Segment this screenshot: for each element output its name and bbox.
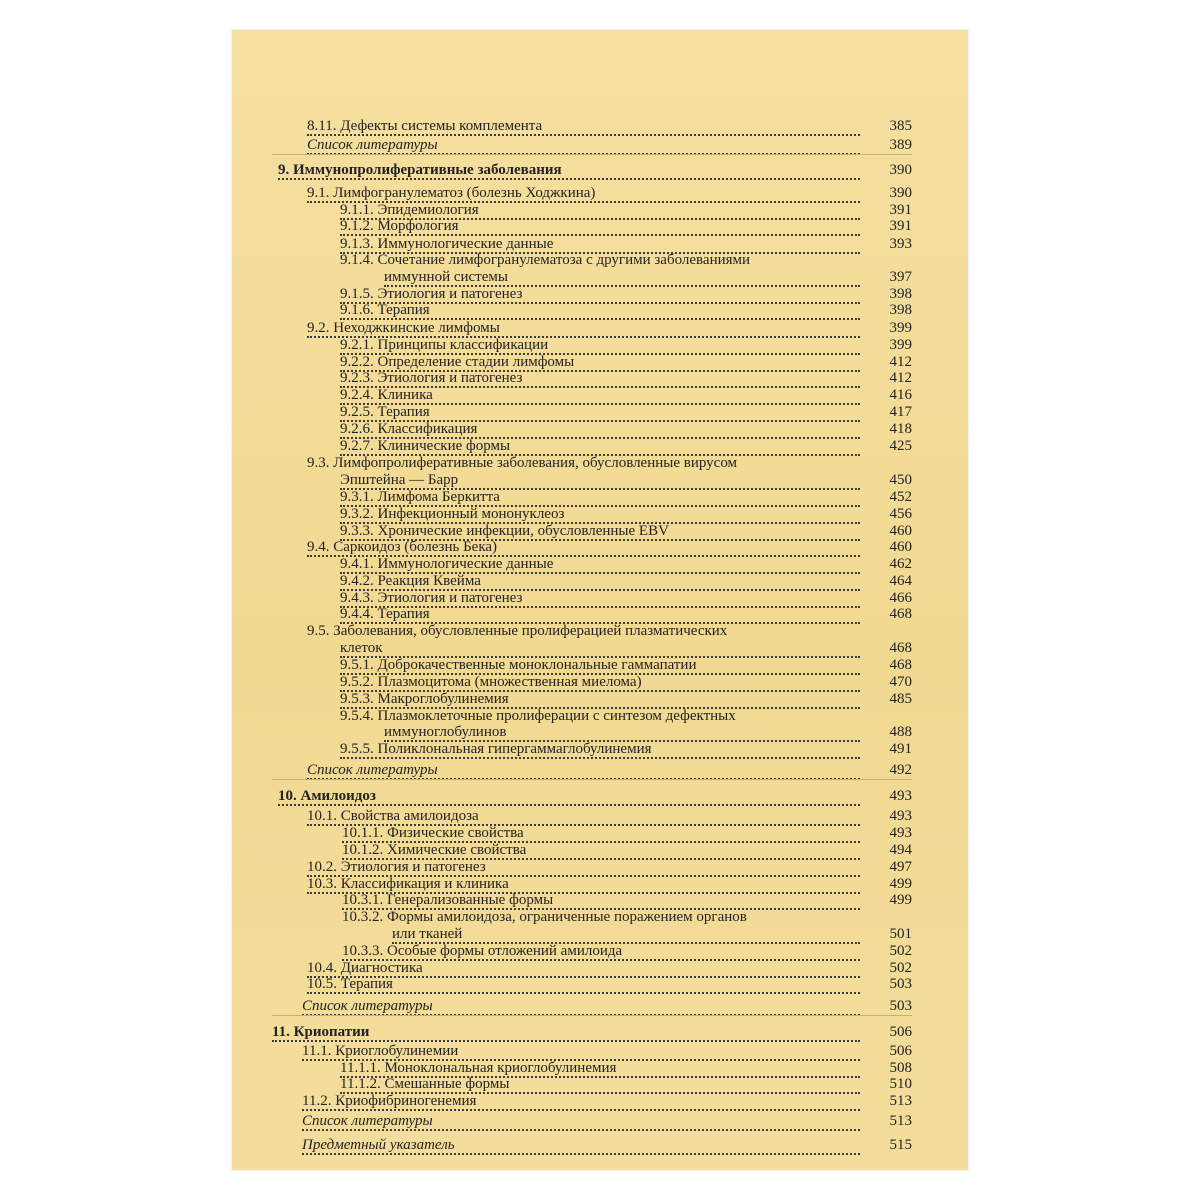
toc-entry-title: 9.1. Лимфогранулематоз (болезнь Ходжкина) <box>307 185 596 201</box>
toc-entry-title: 10.5. Терапия <box>307 976 393 992</box>
toc-entry-page: 425 <box>889 438 912 454</box>
toc-entry-page: 497 <box>889 859 912 875</box>
toc-entry-page: 460 <box>889 523 912 539</box>
toc-entry-page: 506 <box>889 1024 912 1040</box>
toc-entry-title: Предметный указатель <box>302 1137 455 1153</box>
toc-entry <box>232 724 968 740</box>
toc-entry <box>232 320 968 336</box>
toc-entry-title: 9.4. Саркоидоз (болезнь Бека) <box>307 539 498 555</box>
toc-entry <box>232 960 968 976</box>
toc-entry-title: Список литературы <box>307 762 438 778</box>
toc-entry-page: 493 <box>889 808 912 824</box>
toc-entry <box>232 218 968 234</box>
toc-entry-title: 10.3. Классификация и клиника <box>307 876 509 892</box>
toc-entry <box>232 926 968 942</box>
toc-entry-title: 10.3.2. Формы амилоидоза, ограниченные поражением органов <box>342 909 747 925</box>
toc-entry <box>232 657 968 673</box>
toc-entry-title: 9.1.4. Сочетание лимфогранулематоза с другими заболеваниями <box>340 252 751 268</box>
toc-entry-page: 501 <box>889 926 912 942</box>
toc-entry-page: 513 <box>889 1093 912 1109</box>
toc-entry <box>232 269 968 285</box>
toc-entry-title: 9.2.5. Терапия <box>340 404 430 420</box>
toc-entry <box>232 506 968 522</box>
toc-entry <box>232 1024 968 1040</box>
toc-entry-page: 468 <box>889 640 912 656</box>
toc-entry <box>232 640 968 656</box>
toc-entry <box>232 573 968 589</box>
toc-entry-page: 450 <box>889 472 912 488</box>
toc-entry <box>232 762 968 778</box>
toc-entry-title: 9.5.4. Плазмоклеточные пролиферации с синтезом дефектных <box>340 708 736 724</box>
toc-entry-page: 493 <box>889 825 912 841</box>
toc-entry-title: 9.5.1. Доброкачественные моноклональные гаммапатии <box>340 657 697 673</box>
toc-entry-page: 494 <box>889 842 912 858</box>
toc-entry-title: 9.5.3. Макроглобулинемия <box>340 691 509 707</box>
toc-entry <box>232 556 968 572</box>
toc-entry-title: 9.4.4. Терапия <box>340 606 430 622</box>
toc-entry-page: 506 <box>889 1043 912 1059</box>
toc-entry-title: 10.1.2. Химические свойства <box>342 842 527 858</box>
toc-entry <box>232 202 968 218</box>
toc-entry-page: 510 <box>889 1076 912 1092</box>
toc-entry <box>232 539 968 555</box>
toc-entry-title: 10.2. Этиология и патогенез <box>307 859 486 875</box>
toc-entry <box>232 455 968 471</box>
toc-entry-page: 468 <box>889 657 912 673</box>
toc-entry-title: 11.2. Криофибриногенемия <box>302 1093 477 1109</box>
toc-entry-page: 493 <box>889 788 912 804</box>
toc-entry-title: 11.1. Криоглобулинемии <box>302 1043 459 1059</box>
toc-entry <box>232 623 968 639</box>
toc-entry-page: 416 <box>889 387 912 403</box>
toc-entry-page: 499 <box>889 876 912 892</box>
toc-entry-title: Список литературы <box>302 1113 433 1129</box>
toc-entry <box>232 354 968 370</box>
toc-entry-page: 460 <box>889 539 912 555</box>
toc-entry-title: 10. Амилоидоз <box>278 788 376 804</box>
toc-entry-page: 418 <box>889 421 912 437</box>
toc-entry-title: 9.2.3. Этиология и патогенез <box>340 370 523 386</box>
section-divider <box>272 1015 912 1016</box>
toc-entry <box>232 472 968 488</box>
toc-entry-page: 390 <box>889 162 912 178</box>
toc-entry <box>232 859 968 875</box>
toc-entry-page: 513 <box>889 1113 912 1129</box>
toc-entry <box>232 691 968 707</box>
toc-entry-page: 398 <box>889 286 912 302</box>
toc-entry-title: Список литературы <box>302 998 433 1014</box>
toc-entry <box>232 162 968 178</box>
toc-entry-title: 9.2.4. Клиника <box>340 387 433 403</box>
toc-entry-title: 9.5.5. Поликлональная гипергаммаглобулинемия <box>340 741 652 757</box>
toc-entry-title: 9.3.3. Хронические инфекции, обусловленные EBV <box>340 523 669 539</box>
toc-entry-page: 503 <box>889 998 912 1014</box>
toc-entry <box>232 1093 968 1109</box>
toc-entry-page: 391 <box>889 202 912 218</box>
toc-entry-title: 9.1.6. Терапия <box>340 302 430 318</box>
toc-entry-title: 10.1.1. Физические свойства <box>342 825 524 841</box>
toc-entry <box>232 370 968 386</box>
toc-entry-page: 398 <box>889 302 912 318</box>
toc-entry-page: 491 <box>889 741 912 757</box>
toc-entry-page: 397 <box>889 269 912 285</box>
toc-entry-page: 456 <box>889 506 912 522</box>
toc-entry-page: 412 <box>889 370 912 386</box>
toc-entry-page: 393 <box>889 236 912 252</box>
toc-entry-page: 515 <box>889 1137 912 1153</box>
toc-entry <box>232 1076 968 1092</box>
toc-entry-title: 9.5. Заболевания, обусловленные пролиферацией плазматических <box>307 623 728 639</box>
toc-entry-title: 9.1.2. Морфология <box>340 218 459 234</box>
toc-entry-title: 9.1.3. Иммунологические данные <box>340 236 554 252</box>
toc-entry-page: 391 <box>889 218 912 234</box>
toc-entry-title: Эпштейна — Барр <box>340 472 459 488</box>
toc-entry <box>232 876 968 892</box>
toc-entry <box>232 489 968 505</box>
toc-entry-page: 412 <box>889 354 912 370</box>
toc-entry-title: иммуноглобулинов <box>384 724 507 740</box>
toc-entry <box>232 590 968 606</box>
toc-entry <box>232 708 968 724</box>
toc-entry <box>232 741 968 757</box>
toc-entry-title: 9.3.2. Инфекционный мононуклеоз <box>340 506 565 522</box>
toc-entry <box>232 788 968 804</box>
toc-entry <box>232 236 968 252</box>
toc-entry-title: иммунной системы <box>384 269 508 285</box>
toc-entry-page: 399 <box>889 337 912 353</box>
toc-entry-title: 9.5.2. Плазмоцитома (множественная миелома) <box>340 674 642 690</box>
toc-entry-title: 9.2.1. Принципы классификации <box>340 337 549 353</box>
toc-entry-title: Список литературы <box>307 137 438 153</box>
toc-entry-page: 390 <box>889 185 912 201</box>
toc-entry <box>232 808 968 824</box>
toc-entry-title: 10.4. Диагностика <box>307 960 423 976</box>
toc-entry <box>232 286 968 302</box>
toc-entry <box>232 137 968 153</box>
toc-entry <box>232 404 968 420</box>
toc-entry-title: 11.1.1. Моноклональная криоглобулинемия <box>340 1060 617 1076</box>
toc-entry-title: 9.1.1. Эпидемиология <box>340 202 479 218</box>
toc-entry <box>232 337 968 353</box>
toc-entry <box>232 1043 968 1059</box>
toc-entry-title: 11.1.2. Смешанные формы <box>340 1076 510 1092</box>
toc-entry-page: 508 <box>889 1060 912 1076</box>
toc-entry-title: 9.2.2. Определение стадии лимфомы <box>340 354 575 370</box>
section-divider <box>272 779 912 780</box>
toc-entry <box>232 1060 968 1076</box>
toc-entry-title: 9.3.1. Лимфома Беркитта <box>340 489 500 505</box>
toc-entry <box>232 909 968 925</box>
toc-entry-page: 470 <box>889 674 912 690</box>
toc-entry-title: 8.11. Дефекты системы комплемента <box>307 118 543 134</box>
toc-entry <box>232 438 968 454</box>
toc-entry-title: 9.2.6. Классификация <box>340 421 478 437</box>
toc-entry-title: 9.1.5. Этиология и патогенез <box>340 286 523 302</box>
toc-entry-page: 499 <box>889 892 912 908</box>
toc-entry-page: 466 <box>889 590 912 606</box>
toc-entry-page: 488 <box>889 724 912 740</box>
toc-entry <box>232 606 968 622</box>
toc-entry-title: 9.2.7. Клинические формы <box>340 438 511 454</box>
toc-entry-page: 464 <box>889 573 912 589</box>
toc-entry <box>232 185 968 201</box>
toc-entry-title: 9.4.2. Реакция Квейма <box>340 573 481 589</box>
toc-entry-page: 502 <box>889 943 912 959</box>
toc-entry-title: 9.3. Лимфопролиферативные заболевания, обусловленные вирусом <box>307 455 738 471</box>
toc-entry-page: 452 <box>889 489 912 505</box>
toc-entry-page: 389 <box>889 137 912 153</box>
toc-entry-page: 468 <box>889 606 912 622</box>
toc-entry-page: 492 <box>889 762 912 778</box>
toc-entry <box>232 892 968 908</box>
toc-entry-title: 10.3.1. Генерализованные формы <box>342 892 554 908</box>
toc-entry-page: 503 <box>889 976 912 992</box>
toc-entry <box>232 998 968 1014</box>
toc-entry-page: 399 <box>889 320 912 336</box>
toc-entry-page: 502 <box>889 960 912 976</box>
toc-entry-title: 9.4.1. Иммунологические данные <box>340 556 554 572</box>
toc-entry <box>232 252 968 268</box>
toc-entry-title: 9.2. Неходжкинские лимфомы <box>307 320 500 336</box>
toc-entry <box>232 674 968 690</box>
toc-entry-title: 9.4.3. Этиология и патогенез <box>340 590 523 606</box>
toc-entry-title: клеток <box>340 640 383 656</box>
toc-entry-title: 9. Иммунопролиферативные заболевания <box>278 162 562 178</box>
toc-entry <box>232 1113 968 1129</box>
toc-entry-page: 417 <box>889 404 912 420</box>
toc-entry <box>232 421 968 437</box>
toc-entry <box>232 825 968 841</box>
toc-entry-page: 485 <box>889 691 912 707</box>
section-divider <box>272 154 912 155</box>
toc-entry <box>232 842 968 858</box>
toc-entry <box>232 387 968 403</box>
toc-entry-title: 10.1. Свойства амилоидоза <box>307 808 479 824</box>
toc-entry <box>232 1137 968 1153</box>
toc-entry-page: 462 <box>889 556 912 572</box>
toc-entry-page: 385 <box>889 118 912 134</box>
toc-entry <box>232 523 968 539</box>
toc-entry <box>232 302 968 318</box>
toc-entry-title: 10.3.3. Особые формы отложений амилоида <box>342 943 623 959</box>
toc-entry <box>232 943 968 959</box>
toc-entry <box>232 976 968 992</box>
toc-entry <box>232 118 968 134</box>
book-page <box>232 30 968 1170</box>
toc-entry-title: или тканей <box>392 926 463 942</box>
toc-entry-title: 11. Криопатии <box>272 1024 370 1040</box>
